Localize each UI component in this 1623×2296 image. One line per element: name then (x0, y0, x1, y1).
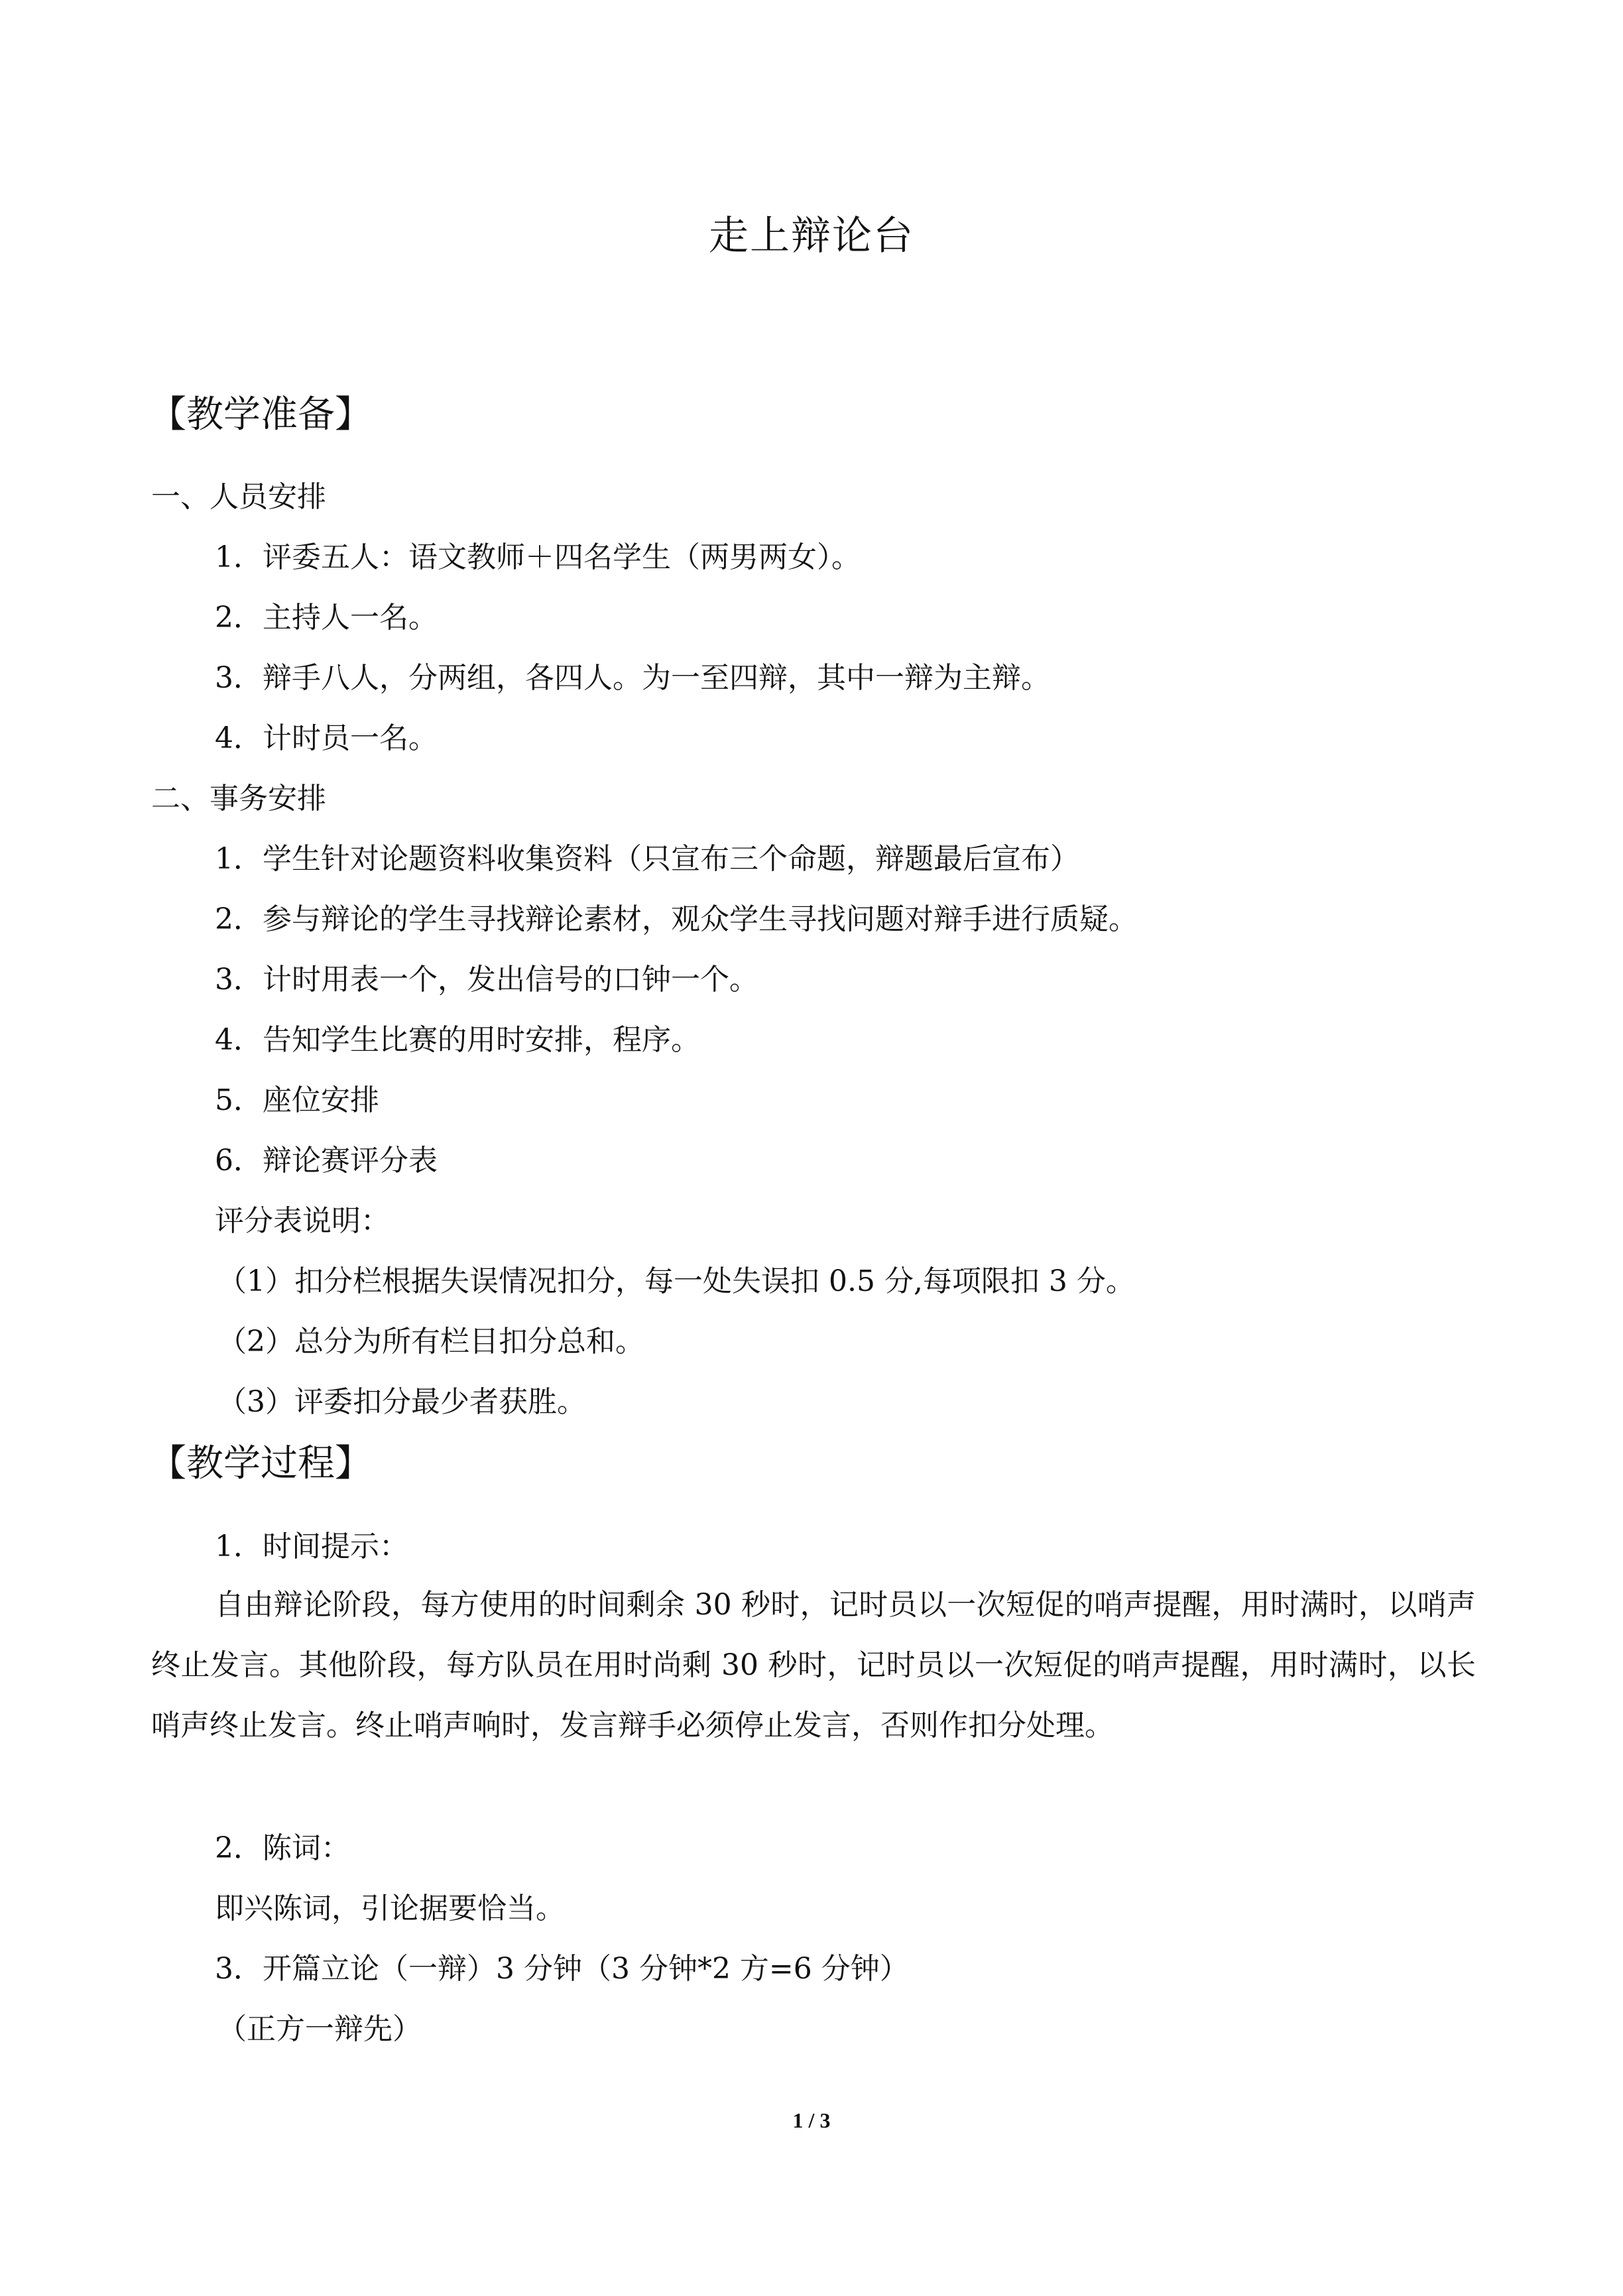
score-note-label: 评分表说明： (215, 1204, 390, 1238)
section1-item-2: 2．主持人一名。 (215, 601, 438, 634)
opening-note: （正方一辩先） (217, 2012, 422, 2046)
score-note-3: （3）评委扣分最少者获胜。 (217, 1385, 586, 1419)
section2-item-2: 2．参与辩论的学生寻找辩论素材，观众学生寻找问题对辩手进行质疑。 (215, 902, 1138, 936)
section2-heading: 二、事务安排 (151, 782, 326, 816)
section2-item-3: 3．计时用表一个，发出信号的口钟一个。 (215, 963, 758, 997)
process-heading: 【教学过程】 (149, 1442, 372, 1485)
section1-heading: 一、人员安排 (151, 480, 326, 514)
score-note-2: （2）总分为所有栏目扣分总和。 (217, 1325, 644, 1359)
section1-item-1: 1．评委五人：语文教师＋四名学生（两男两女）。 (215, 540, 861, 574)
section2-item-6: 6．辩论赛评分表 (215, 1144, 438, 1178)
opening-heading: 3．开篇立论（一辩）3 分钟（3 分钟*2 方=6 分钟） (215, 1952, 909, 1986)
prep-heading: 【教学准备】 (149, 393, 372, 436)
score-note-1: （1）扣分栏根据失误情况扣分，每一处失误扣 0.5 分,每项限扣 3 分。 (217, 1264, 1135, 1298)
section2-item-4: 4．告知学生比赛的用时安排，程序。 (215, 1023, 700, 1057)
section1-item-3: 3．辩手八人，分两组，各四人。为一至四辩，其中一辩为主辩。 (215, 661, 1050, 695)
page-number: 1 / 3 (792, 2108, 831, 2132)
time-heading: 1．时间提示： (215, 1530, 408, 1563)
section1-item-4: 4．计时员一名。 (215, 721, 438, 755)
statement-text: 即兴陈词，引论据要恰当。 (215, 1892, 565, 1925)
document-title: 走上辩论台 (709, 213, 914, 259)
section2-item-5: 5．座位安排 (215, 1083, 379, 1117)
time-paragraph: 自由辩论阶段，每方使用的时间剩余 30 秒时，记时员以一次短促的哨声提醒，用时满时，以哨声终止发言。其他阶段，每方队员在用时尚剩 30 秒时，记时员以一次短促的哨声提醒，用时满时，以长哨声终止发言。终止哨声响时，发言辩手必须停止发言，否则作扣分处理。 (151, 1588, 1476, 1742)
section2-item-1: 1．学生针对论题资料收集资料（只宣布三个命题，辩题最后宣布） (215, 842, 1079, 876)
statement-heading: 2．陈词： (215, 1831, 350, 1865)
